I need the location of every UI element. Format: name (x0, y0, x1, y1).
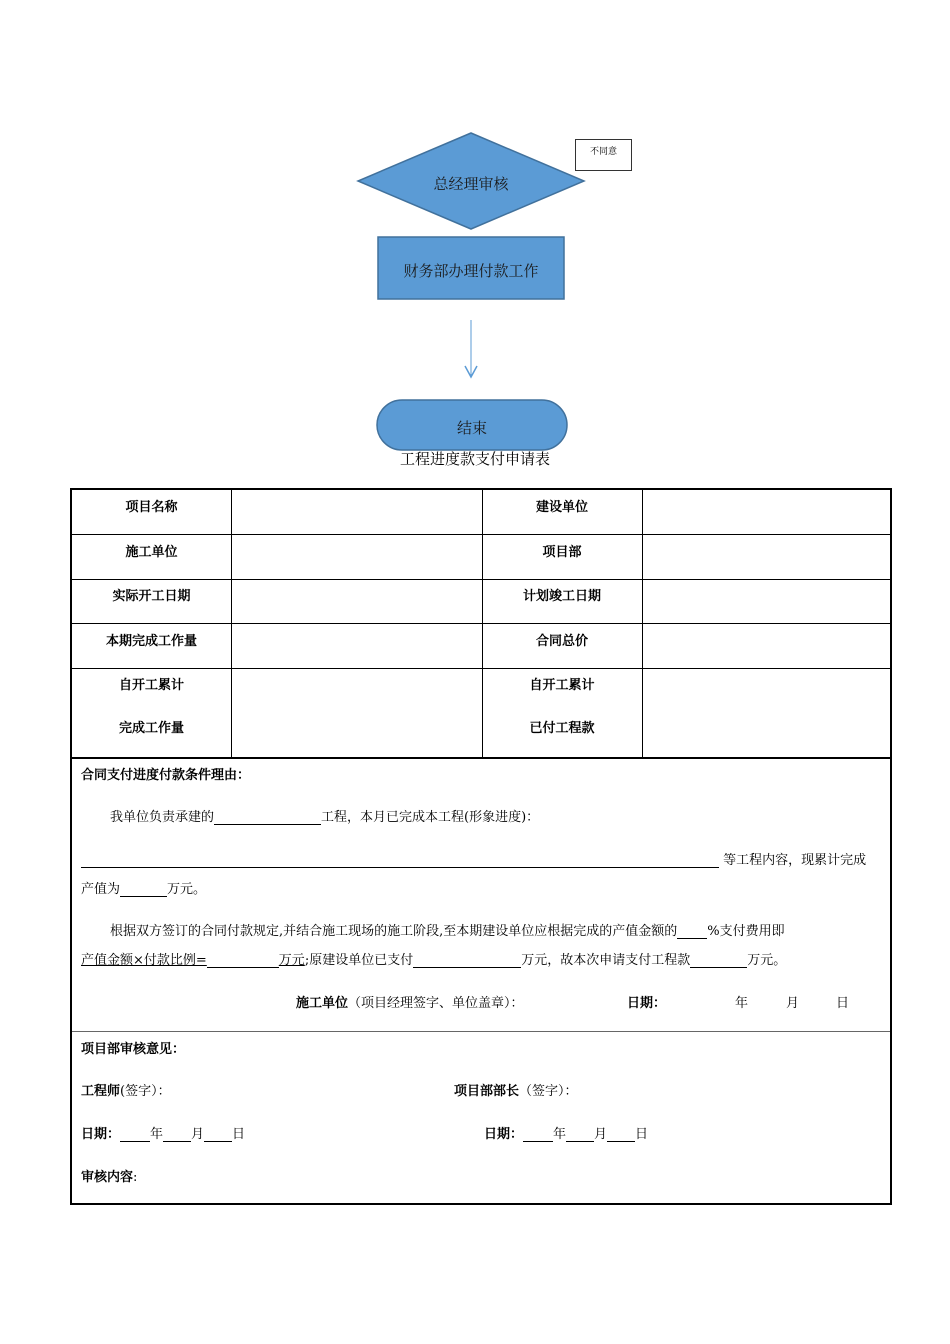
contractor-date-month: 月 (786, 996, 800, 1011)
info-grid (72, 490, 890, 759)
contractor-date-year: 年 (735, 996, 749, 1011)
label-project-dept: 项目部 (542, 545, 582, 560)
manager-date: 日期： 年 月 日 (484, 1127, 649, 1142)
label-contractor: 施工单位 (125, 545, 178, 560)
reason-line-2: 等工程内容，现累计完成 (81, 849, 866, 868)
contractor-date-label: 日期： (627, 996, 667, 1011)
reason-line-5: 产值金额×付款比例= 万元;原建设单位已支付 万元，故本次申请支付工程款 万元。 (81, 953, 787, 968)
disagree-note: 不同意 (575, 139, 632, 171)
process-label: 财务部办理付款工作 (403, 262, 539, 280)
end-label: 结束 (456, 419, 487, 437)
contractor-signature: 施工单位（项目经理签字、单位盖章）： (296, 996, 524, 1011)
label-contract-total: 合同总价 (535, 634, 588, 649)
manager-signature: 项目部部长（签字）： (454, 1084, 578, 1099)
flowchart (0, 0, 950, 470)
payment-application-form (70, 488, 892, 1205)
form-title: 工程进度款支付申请表 (399, 450, 550, 468)
engineer-signature: 工程师(签字）： (81, 1084, 171, 1099)
reason-line-4: 根据双方签订的合同付款规定,并结合施工现场的施工阶段,至本期建设单位应根据完成的产值金额的 %支付费用即 (110, 924, 785, 939)
label-period-workload: 本期完成工作量 (105, 634, 197, 649)
reason-line-1: 我单位负责承建的 工程，本月已完成本工程(形象进度)： (110, 810, 540, 825)
label-start-date: 实际开工日期 (112, 589, 191, 604)
contractor-date-day: 日 (836, 996, 850, 1011)
label-cumulative-2: 完成工作量 (118, 721, 184, 736)
label-project-name: 项目名称 (125, 500, 178, 515)
reason-heading: 合同支付进度付款条件理由： (81, 768, 251, 783)
engineer-date: 日期： 年 月 日 (81, 1127, 246, 1142)
label-paid-2: 已付工程款 (529, 721, 595, 736)
label-planned-finish: 计划竣工日期 (522, 589, 601, 604)
review-heading: 项目部审核意见： (81, 1042, 186, 1057)
label-cumulative-1: 自开工累计 (118, 678, 184, 693)
review-content-label: 审核内容: (81, 1170, 138, 1185)
decision-label: 总经理审核 (433, 175, 509, 193)
label-paid-1: 自开工累计 (529, 678, 595, 693)
reason-line-3: 产值为 万元。 (81, 882, 207, 897)
label-builder: 建设单位 (535, 500, 588, 515)
section-divider (72, 1031, 890, 1032)
